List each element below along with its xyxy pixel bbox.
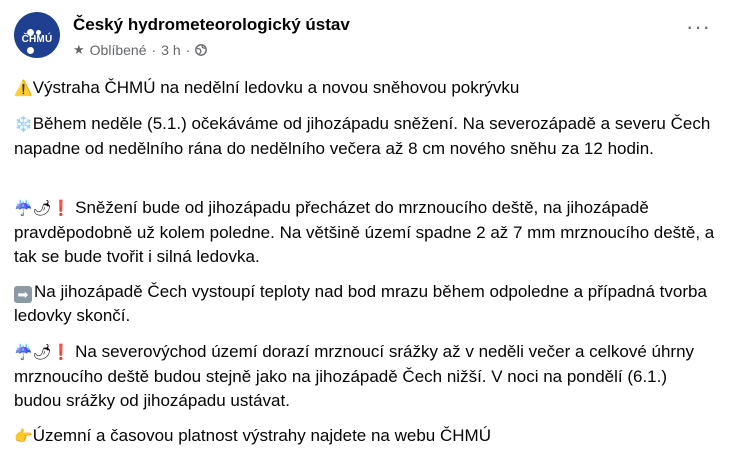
avatar[interactable] (14, 12, 60, 58)
warning-icon: ⚠️ (14, 80, 33, 97)
logo-dots-icon (27, 24, 47, 32)
pointing-hand-icon: 👉 (14, 428, 33, 445)
meta-separator: · (151, 42, 157, 58)
paragraph-text: Územní a časovou platnost výstrahy najdete na webu ČHMÚ (32, 426, 491, 445)
post-header (14, 12, 715, 62)
post-time-link[interactable]: 3 h (161, 42, 181, 58)
logo-text: ČHMÚ (21, 34, 53, 45)
post-paragraph (14, 76, 519, 101)
paragraph-text: Na jihozápadě Čech vystoupí teploty nad bod mrazu během odpoledne a případná tvorba ledovky skončí. (14, 282, 707, 325)
right-arrow-icon: ➡ (14, 286, 32, 303)
post-paragraph (14, 280, 719, 328)
visibility-label: Oblíbené (89, 42, 147, 58)
post-paragraph (14, 424, 491, 449)
umbrella-rain-thermometer-exclamation-icon: ☔🌶❗ (14, 200, 71, 217)
umbrella-rain-thermometer-exclamation-icon: ☔🌶❗ (14, 344, 71, 361)
post-meta (73, 42, 207, 58)
page-name-link[interactable]: Český hydrometeorologický ústav (73, 15, 350, 34)
paragraph-text: Sněžení bude od jihozápadu přecházet do mrznoucího deště, na jihozápadě pravděpodobně už kolem poledne. Na většině území spadne 2 až 7 mm mrznoucího deště, a tak se bude tvořit i silná ledovka. (14, 198, 715, 266)
meta-separator: · (185, 42, 191, 58)
favorite-star-icon: ★ (73, 42, 85, 57)
post-paragraph (14, 196, 719, 269)
paragraph-text: Výstraha ČHMÚ na nedělní ledovku a novou sněhovou pokrývku (32, 78, 520, 97)
paragraph-text: Na severovýchod území dorazí mrznoucí srážky až v neděli večer a celkové úhrny mrznoucího deště budou stejně jako na jihozápadě Čech nižší. V noci na pondělí (6.1.) budou srážky od jihozápadu ustávat. (14, 342, 695, 410)
paragraph-text: Během neděle (5.1.) očekáváme od jihozápadu sněžení. Na severozápadě a severu Čech napadne od nedělního rána do nedělního večera až 8 cm nového sněhu za 12 hodin. (14, 114, 711, 158)
post-paragraph (14, 340, 719, 413)
post-paragraph (14, 112, 719, 161)
more-options-button[interactable]: ··· (686, 14, 711, 39)
globe-icon (195, 44, 207, 56)
snowflake-icon: ❄️ (14, 116, 33, 133)
